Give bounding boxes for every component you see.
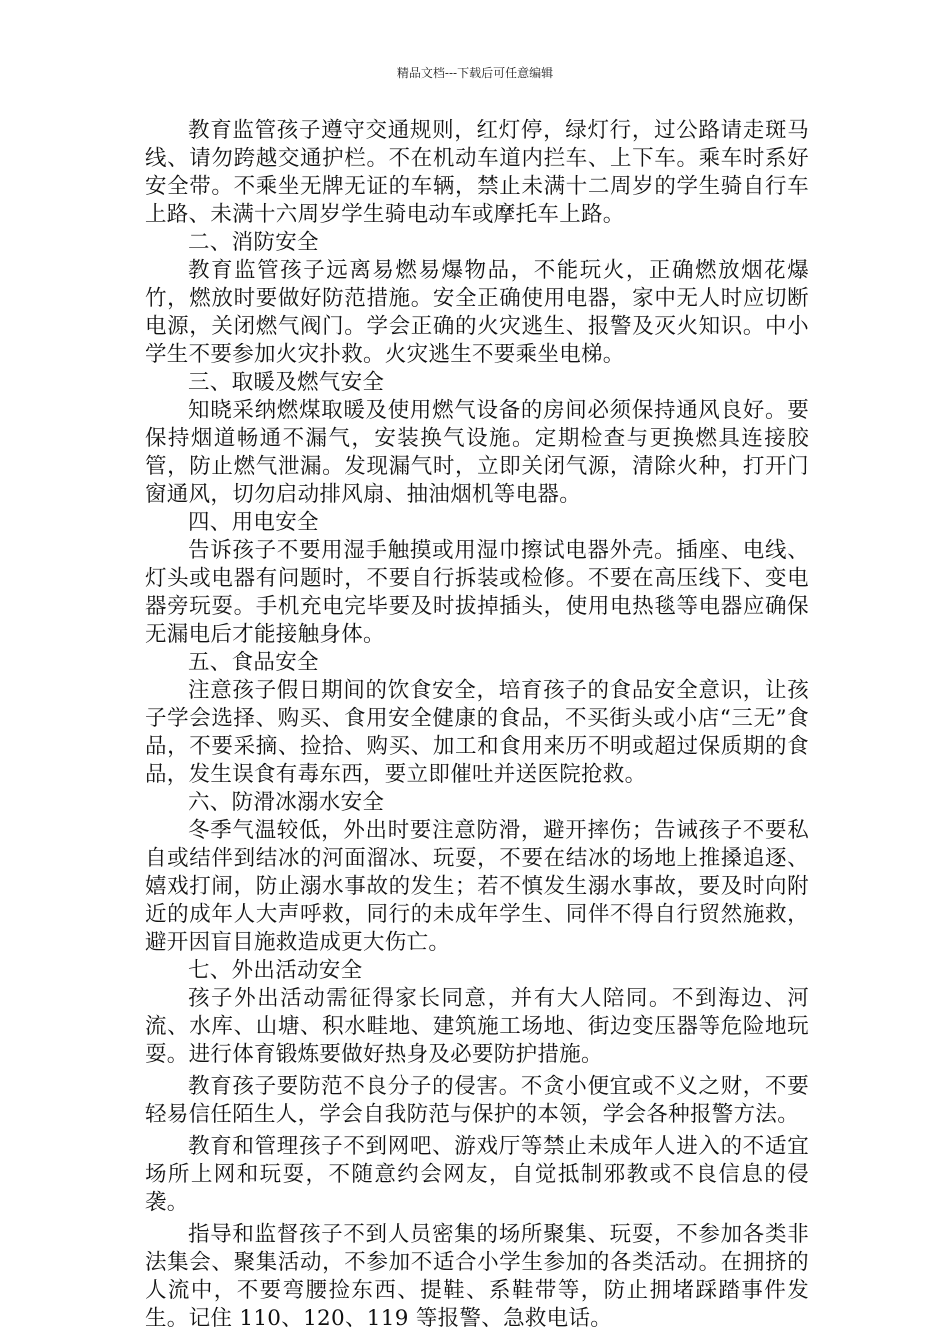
stranger-danger-paragraph: 教育孩子要防范不良分子的侵害。不贪小便宜或不义之财，不要轻易信任陌生人，学会自我防范与保护的本领，学会各种报警方法。: [145, 1074, 809, 1127]
food-safety-paragraph: 注意孩子假日期间的饮食安全，培育孩子的食品安全意识，让孩子学会选择、购买、食用安全健康的食品，不买街头或小店“三无”食品，不要采摘、捡拾、购买、加工和食用来历不明或超过保质期的食品，发生误食有毒东西，要立即催吐并送医院抢救。: [145, 678, 809, 787]
traffic-safety-paragraph: 教育监管孩子遵守交通规则，红灯停，绿灯行，过公路请走斑马线、请勿跨越交通护栏。不在机动车道内拦车、上下车。乘车时系好安全带。不乘坐无牌无证的车辆，禁止未满十二周岁的学生骑自行车上路、未满十六周岁学生骑电动车或摩托车上路。: [145, 118, 809, 227]
electrical-safety-paragraph: 告诉孩子不要用湿手触摸或用湿巾擦试电器外壳。插座、电线、灯头或电器有问题时，不要自行拆装或检修。不要在高压线下、变电器旁玩耍。手机充电完毕要及时拔掉插头，使用电热毯等电器应确保无漏电后才能接触身体。: [145, 538, 809, 647]
section-heading-ice-drowning-safety: 六、防滑冰溺水安全: [188, 790, 385, 815]
section-heading-fire-safety: 二、消防安全: [188, 230, 319, 255]
heating-gas-safety-paragraph: 知晓采纳燃煤取暖及使用燃气设备的房间必须保持通风良好。要保持烟道畅通不漏气，安装换气设施。定期检查与更换燃具连接胶管，防止燃气泄漏。发现漏气时，立即关闭气源，清除火种，打开门窗通风，切勿启动排风扇、抽油烟机等电器。: [145, 398, 809, 507]
ice-drowning-safety-paragraph: 冬季气温较低，外出时要注意防滑，避开摔伤；告诫孩子不要私自或结伴到结冰的河面溜冰、玩耍，不要在结冰的场地上推搡追逐、嬉戏打闹，防止溺水事故的发生；若不慎发生溺水事故，要及时向附近的成年人大声呼救，同行的未成年学生、同伴不得自行贸然施救，避开因盲目施救造成更大伤亡。: [145, 818, 809, 955]
internet-cafe-paragraph: 教育和管理孩子不到网吧、游戏厅等禁止未成年人进入的不适宜场所上网和玩耍，不随意约会网友，自觉抵制邪教或不良信息的侵袭。: [145, 1134, 809, 1215]
crowd-safety-paragraph: 指导和监督孩子不到人员密集的场所聚集、玩耍，不参加各类非法集会、聚集活动，不参加不适合小学生参加的各类活动。在拥挤的人流中，不要弯腰捡东西、提鞋、系鞋带等，防止拥堵踩踏事件发生。记住 110、120、119 等报警、急救电话。: [145, 1222, 809, 1331]
document-body: [145, 117, 809, 1333]
section-heading-electrical-safety: 四、用电安全: [188, 510, 319, 535]
section-heading-outdoor-activity-safety: 七、外出活动安全: [188, 958, 363, 983]
fire-safety-paragraph: 教育监管孩子远离易燃易爆物品，不能玩火，正确燃放烟花爆竹，燃放时要做好防范措施。安全正确使用电器，家中无人时应切断电源，关闭燃气阀门。学会正确的火灾逃生、报警及灭火知识。中小学生不要参加火灾扑救。火灾逃生不要乘坐电梯。: [145, 258, 809, 367]
page-header: 精品文档---下载后可任意编辑: [396, 66, 554, 80]
section-heading-food-safety: 五、食品安全: [188, 650, 319, 675]
section-heading-heating-gas-safety: 三、取暖及燃气安全: [188, 370, 385, 395]
outdoor-activity-paragraph: 孩子外出活动需征得家长同意，并有大人陪同。不到海边、河流、水库、山塘、积水畦地、建筑施工场地、街边变压器等危险地玩耍。进行体育锻炼要做好热身及必要防护措施。: [145, 986, 809, 1067]
